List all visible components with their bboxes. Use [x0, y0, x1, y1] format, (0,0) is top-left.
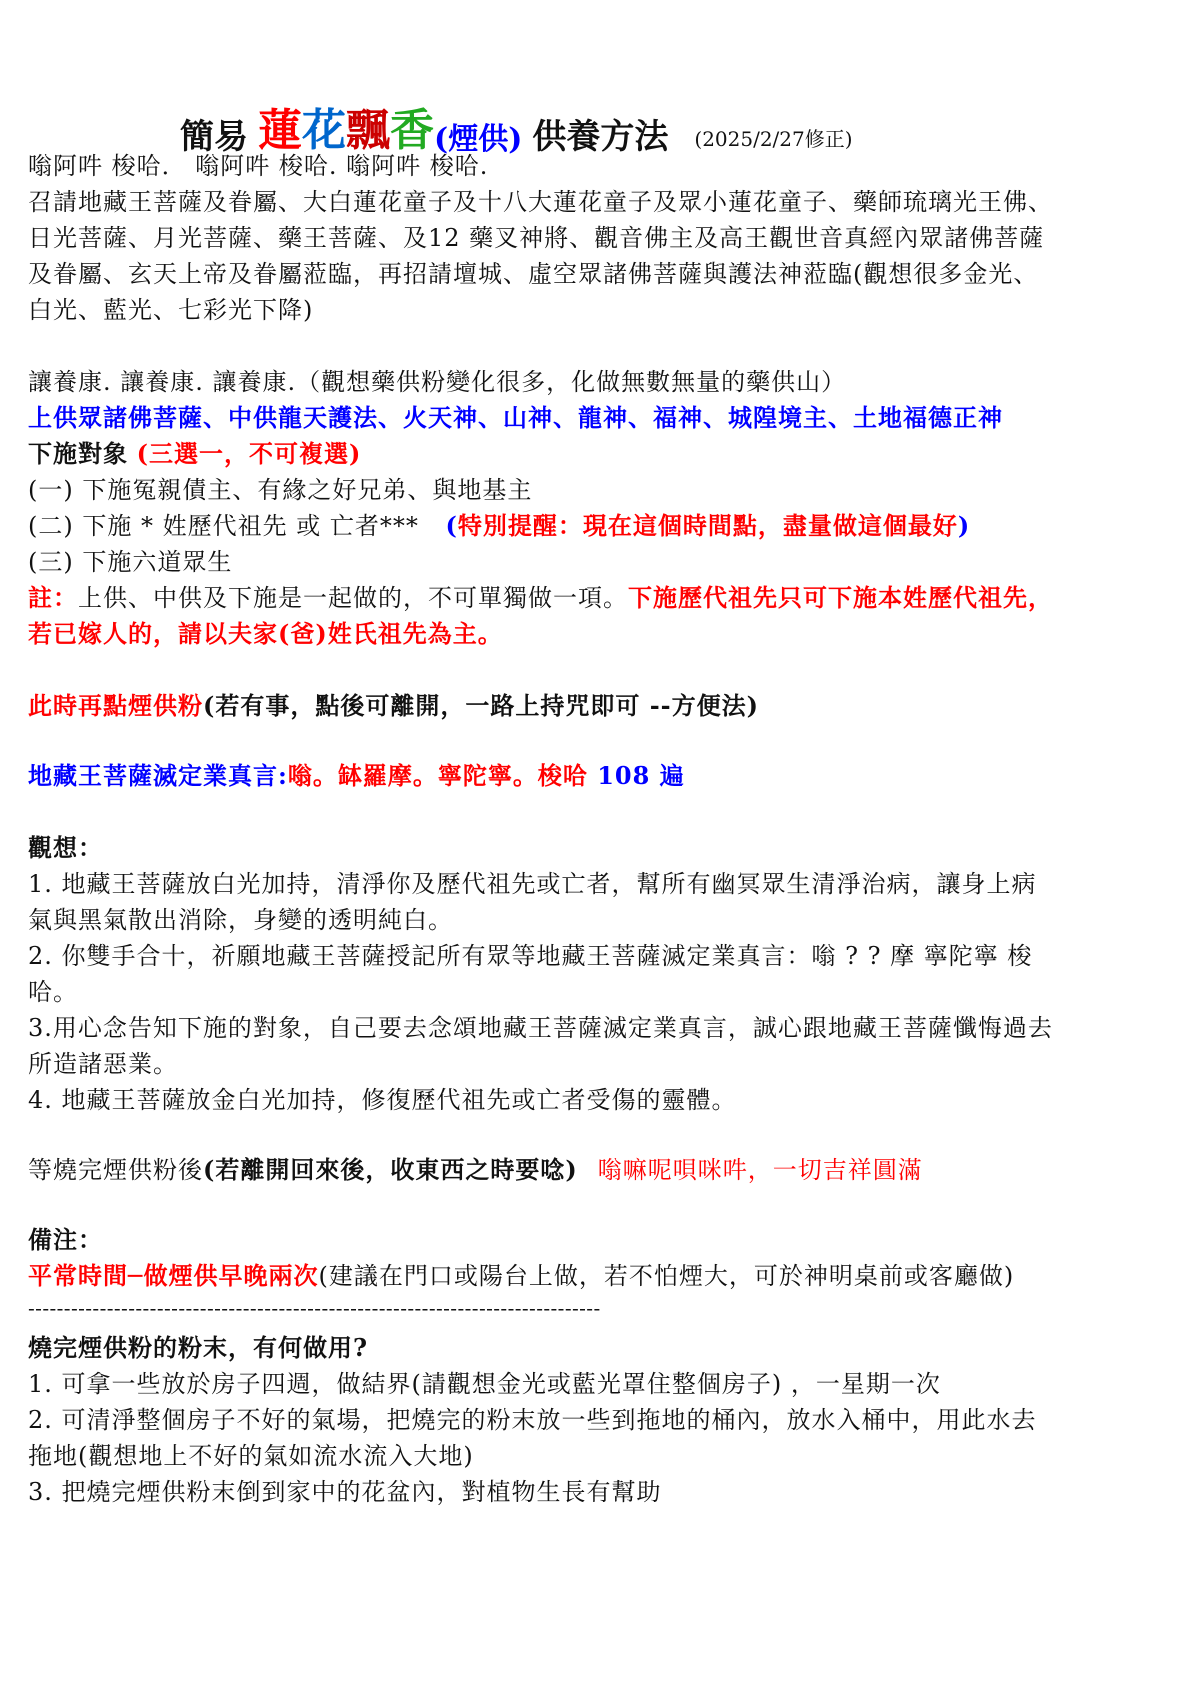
- title-lotus-char-3: 飄: [346, 105, 390, 156]
- invocation-line: 日光菩薩、月光菩薩、藥王菩薩、及12 藥叉神將、觀音佛主及高王觀世音真經內眾諸佛菩薩: [28, 224, 1045, 252]
- remarks-heading: 備注：: [28, 1225, 103, 1254]
- option-2-paren-close: ): [957, 511, 971, 540]
- title-lotus-char-1: 蓮: [258, 105, 302, 156]
- title-lotus-char-4: 香: [390, 105, 434, 156]
- invocation-line: 及眷屬、玄天上帝及眷屬蒞臨，再招請壇城、虛空眾諸佛菩薩與護法神蒞臨(觀想很多金光、: [28, 260, 1039, 288]
- note-red-1: 下施歷代祖先只可下施本姓歷代祖先，: [628, 583, 1053, 612]
- option-2-text: (二) 下施 * 姓歷代祖先 或 亡者***: [28, 512, 419, 540]
- light-incense-note: (若有事，點後可離開，一路上持咒即可 --方便法): [203, 691, 759, 720]
- light-incense-line: [28, 688, 759, 724]
- option-1: (一) 下施冤親債主、有緣之好兄弟、與地基主: [28, 476, 533, 504]
- visualize-line: 氣與黑氣散出消除，身變的透明純白。: [28, 906, 453, 934]
- remarks-red: 平常時間─做煙供早晚兩次: [28, 1261, 319, 1290]
- ash-line: 2. 可清淨整個房子不好的氣場，把燒完的粉末放一些到拖地的桶內，放水入桶中，用此水去: [28, 1406, 1037, 1434]
- remarks-line: [28, 1258, 1014, 1294]
- visualize-line: 1. 地藏王菩薩放白光加持，清淨你及歷代祖先或亡者，幫所有幽冥眾生清淨治病，讓身上病: [28, 870, 1037, 898]
- mantra-text: 嗡。缽羅摩。寧陀寧。梭哈: [287, 761, 588, 790]
- option-2-paren-open: (: [445, 511, 458, 540]
- title-date: (2025/2/27修正): [694, 127, 853, 151]
- lower-target-note: (三選一，不可複選): [136, 439, 362, 468]
- title-sub: (煙供): [434, 122, 523, 157]
- remarks-black: (建議在門口或陽台上做，若不怕煙大，可於神明桌前或客廳做): [318, 1262, 1015, 1290]
- note-text: 上供、中供及下施是一起做的，不可單獨做一項。: [78, 584, 628, 612]
- lower-target-label: 下施對象: [28, 439, 128, 468]
- lower-target-line: [28, 436, 361, 472]
- option-2: [28, 508, 970, 544]
- title-lotus-char-2: 花: [302, 105, 346, 156]
- invocation-line: 白光、藍光、七彩光下降): [28, 296, 314, 324]
- ending-line: [28, 1152, 923, 1188]
- visualize-line: 所造諸惡業。: [28, 1050, 178, 1078]
- visualize-line: 3.用心念告知下施的對象，自己要去念頌地藏王菩薩滅定業真言，誠心跟地藏王菩薩懺悔過去: [28, 1014, 1053, 1042]
- invocation-chant: 嗡阿吽 梭哈． 嗡阿吽 梭哈. 嗡阿吽 梭哈.: [28, 152, 489, 180]
- option-3: (三) 下施六道眾生: [28, 548, 233, 576]
- ending-plain: 等燒完煙供粉後: [28, 1156, 203, 1184]
- offering-chant: 讓養康. 讓養康. 讓養康.（觀想藥供粉變化很多，化做無數無量的藥供山）: [28, 368, 847, 396]
- ash-line: 1. 可拿一些放於房子四週，做結界(請觀想金光或藍光罩住整個房子) ，一星期一次: [28, 1370, 941, 1398]
- divider-line: --------------------------------------------------------------------------------: [28, 1296, 601, 1320]
- title-prefix: 簡易: [180, 117, 248, 157]
- ending-bold: (若離開回來後，收東西之時要唸): [203, 1155, 578, 1184]
- invocation-line: 召請地藏王菩薩及眷屬、大白蓮花童子及十八大蓮花童子及眾小蓮花童子、藥師琉璃光王佛、: [28, 188, 1053, 216]
- ash-heading: 燒完煙供粉的粉末，有何做用?: [28, 1333, 369, 1362]
- title-suffix: 供養方法: [532, 117, 669, 157]
- mantra-line: [28, 758, 685, 794]
- mantra-label: 地藏王菩薩滅定業真言:: [28, 761, 288, 790]
- upper-offering-line: 上供眾諸佛菩薩、中供龍天護法、火天神、山神、龍神、福神、城隍境主、土地福德正神: [28, 403, 1003, 432]
- visualize-heading: 觀想：: [28, 833, 103, 862]
- ash-line: 3. 把燒完煙供粉末倒到家中的花盆內，對植物生長有幫助: [28, 1478, 662, 1506]
- visualize-line: 哈。: [28, 978, 78, 1006]
- note-red-2: 若已嫁人的，請以夫家(爸)姓氏祖先為主。: [28, 619, 503, 648]
- note-line: [28, 580, 1053, 616]
- option-2-highlight: 特別提醒：現在這個時間點，盡量做這個最好: [457, 511, 958, 540]
- visualize-line: 4. 地藏王菩薩放金白光加持，修復歷代祖先或亡者受傷的靈體。: [28, 1086, 737, 1114]
- mantra-count: 108 遍: [587, 761, 685, 790]
- ash-line: 拖地(觀想地上不好的氣如流水流入大地): [28, 1442, 474, 1470]
- ending-red: 嗡嘛呢唄咪吽，一切吉祥圓滿: [597, 1156, 923, 1184]
- note-label: 註：: [28, 583, 78, 612]
- light-incense-red: 此時再點煙供粉: [28, 691, 203, 720]
- visualize-line: 2. 你雙手合十，祈願地藏王菩薩授記所有眾等地藏王菩薩滅定業真言：嗡 ? ? 摩 寧陀寧 梭: [28, 942, 1033, 970]
